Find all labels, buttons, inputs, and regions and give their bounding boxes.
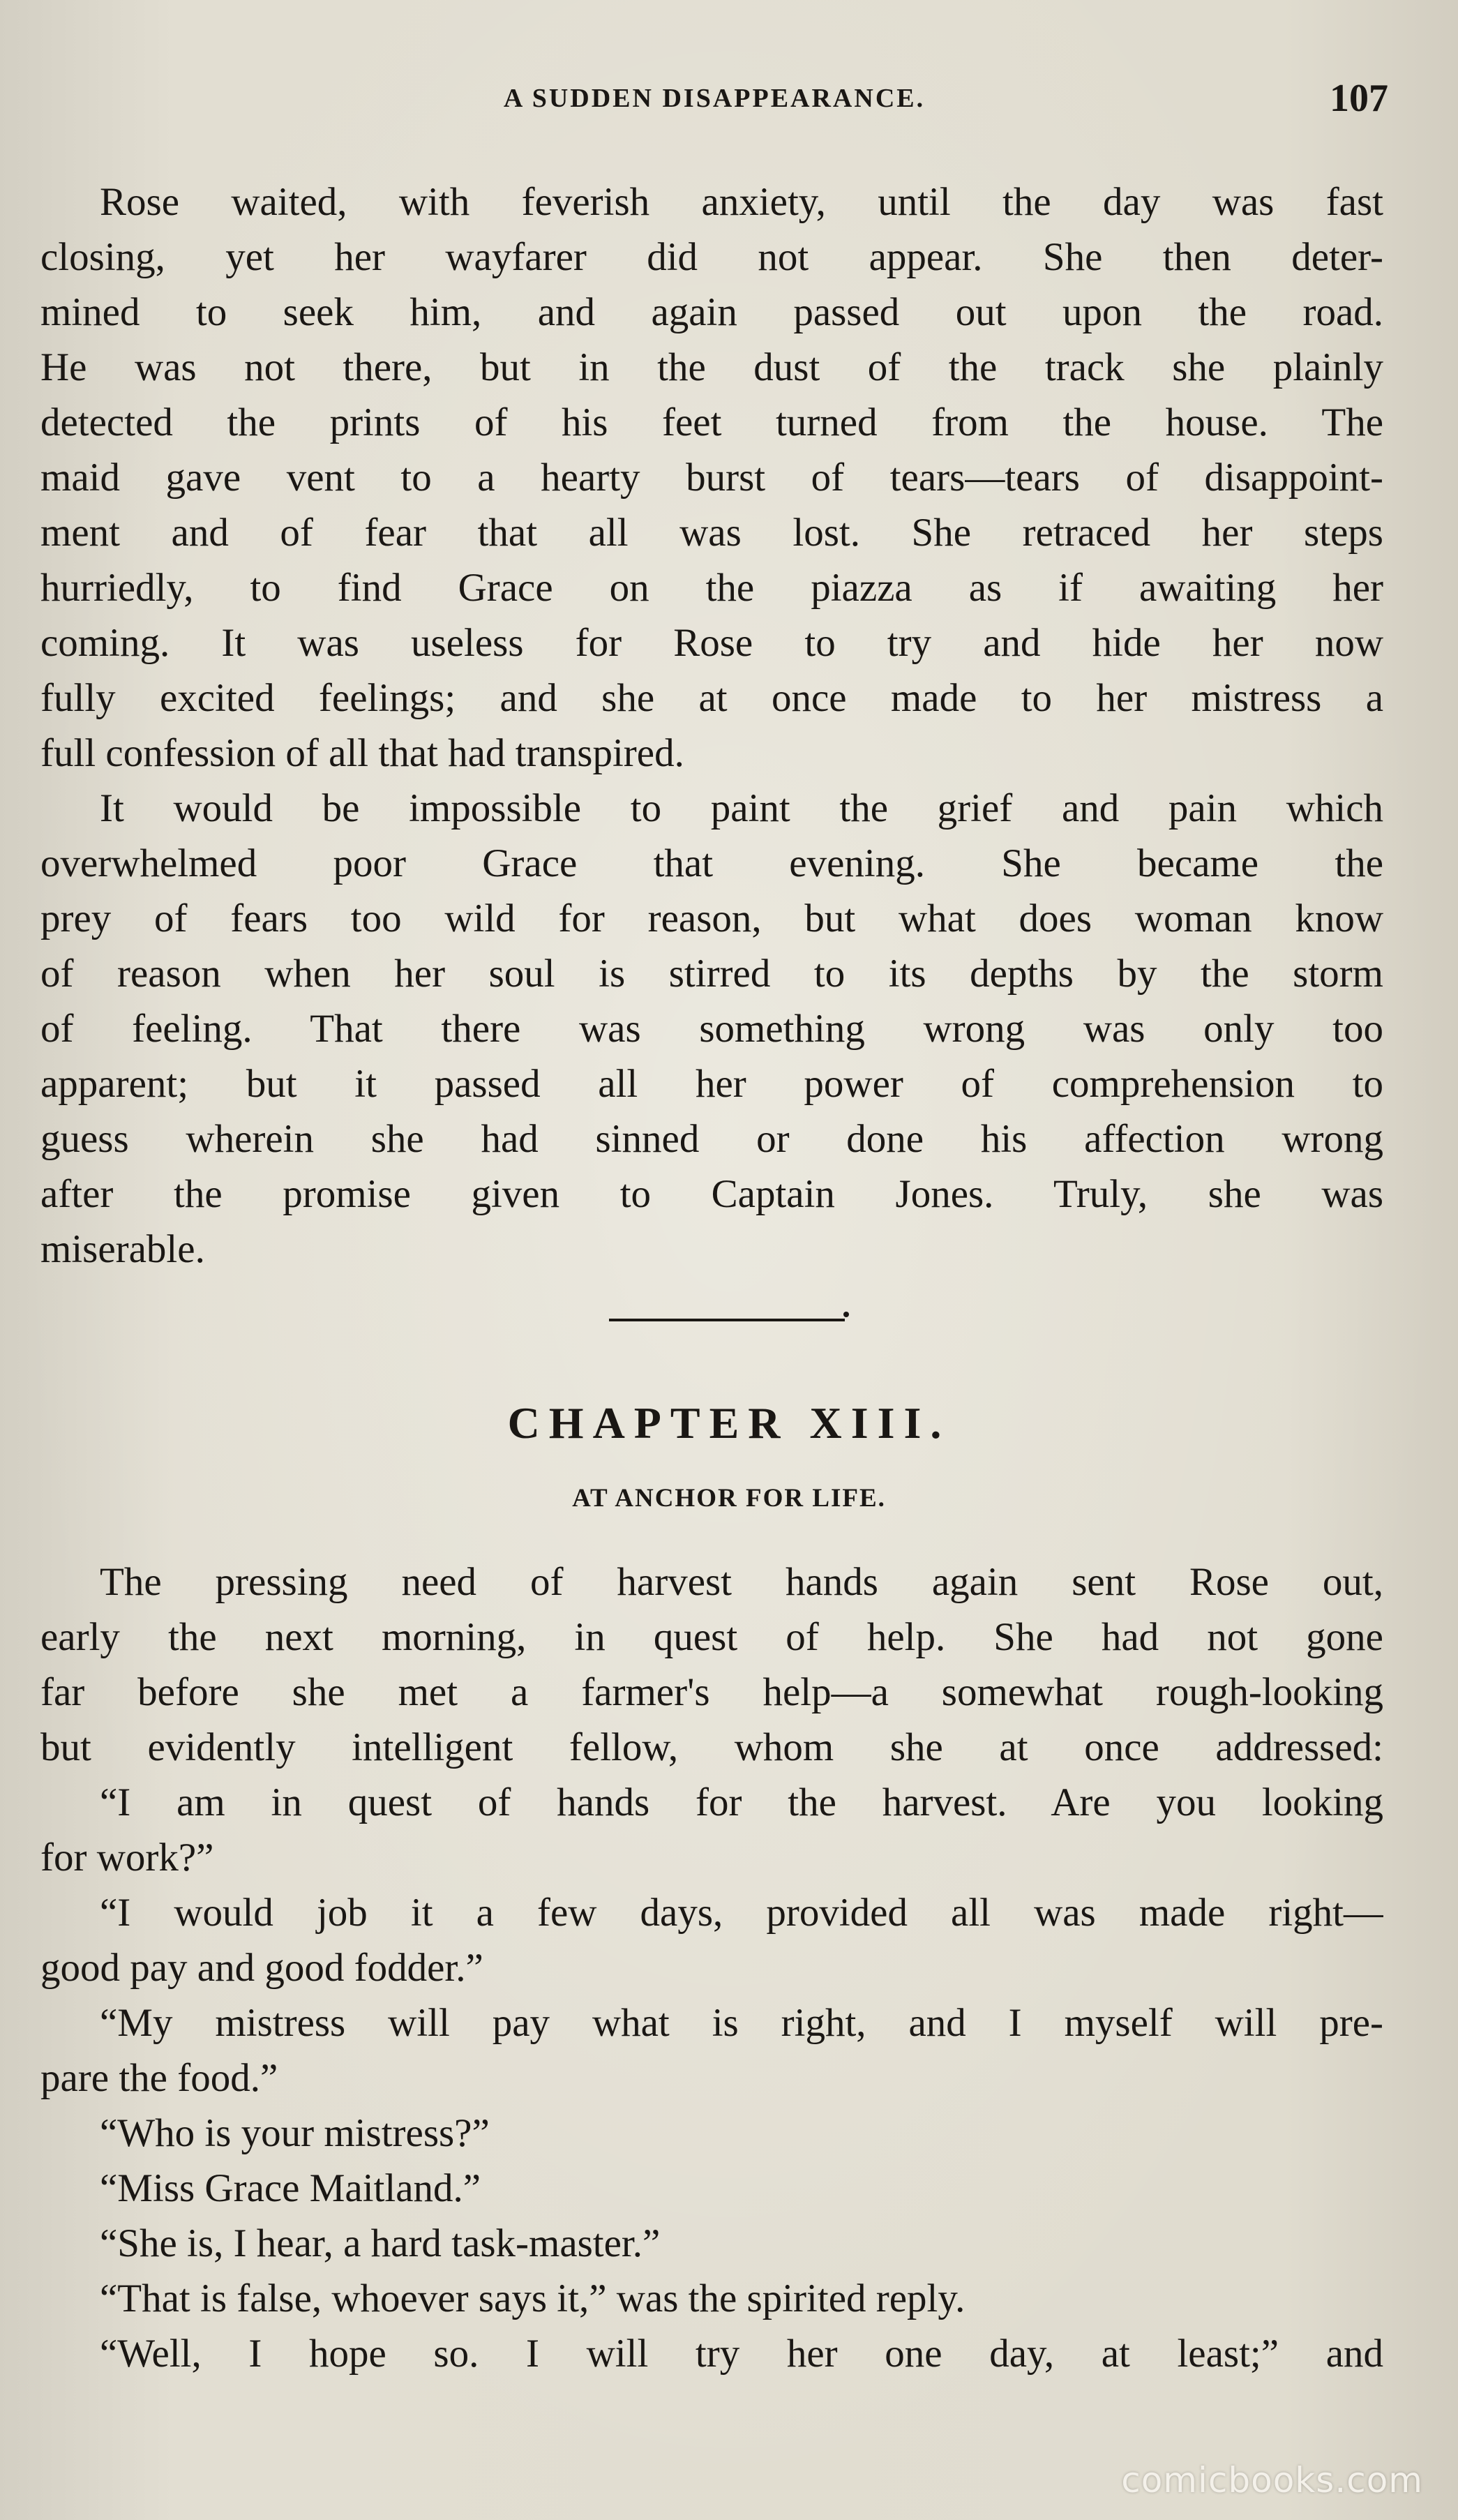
text-line: The pressing need of harvest hands again sent Rose out, (100, 1560, 1383, 1604)
text-line: full confession of all that had transpired. (40, 731, 684, 775)
text-line: hurriedly, to find Grace on the piazza as if awaiting her (40, 566, 1383, 610)
text-line: apparent; but it passed all her power of comprehension to (40, 1062, 1383, 1106)
text-line: after the promise given to Captain Jones. Truly, she was (40, 1172, 1383, 1216)
text-line: Rose waited, with feverish anxiety, until the day was fast (100, 180, 1383, 224)
text-line: of feeling. That there was something wrong was only too (40, 1007, 1383, 1051)
text-line: of reason when her soul is stirred to its depths by the storm (40, 952, 1383, 996)
text-line: “Well, I hope so. I will try her one day, at least;” and (100, 2332, 1383, 2376)
text-line: detected the prints of his feet turned from the house. The (40, 400, 1383, 444)
text-line: It would be impossible to paint the grief and pain which (100, 786, 1383, 830)
text-line: closing, yet her wayfarer did not appear. She then deter- (40, 235, 1383, 279)
text-line: miserable. (40, 1227, 205, 1271)
chapter-title: CHAPTER XIII. (507, 1398, 951, 1448)
text-line: good pay and good fodder.” (40, 1946, 483, 1990)
text-line: “That is false, whoever says it,” was the spirited reply. (100, 2277, 965, 2320)
text-line: He was not there, but in the dust of the track she plainly (40, 345, 1383, 389)
text-line: “I would job it a few days, provided all was made right— (100, 1891, 1383, 1935)
running-head: A SUDDEN DISAPPEARANCE. (503, 84, 926, 113)
text-line: “Miss Grace Maitland.” (100, 2166, 481, 2210)
section-divider (609, 1319, 845, 1321)
text-line: guess wherein she had sinned or done his affection wrong (40, 1117, 1383, 1161)
text-line: coming. It was useless for Rose to try and hide her now (40, 621, 1383, 665)
text-line: pare the food.” (40, 2056, 278, 2100)
text-line: “My mistress will pay what is right, and I myself will pre- (100, 2001, 1383, 2045)
text-line: overwhelmed poor Grace that evening. She became the (40, 841, 1383, 885)
text-line: “I am in quest of hands for the harvest. Are you looking (100, 1780, 1383, 1824)
body-text-top (40, 174, 1383, 1277)
page-header (40, 67, 1388, 130)
text-line: early the next morning, in quest of help. She had not gone (40, 1615, 1383, 1659)
text-line: mined to seek him, and again passed out upon the road. (40, 290, 1383, 334)
chapter-subtitle: AT ANCHOR FOR LIFE. (572, 1484, 886, 1513)
text-line: for work?” (40, 1836, 214, 1880)
page-number: 107 (1330, 77, 1388, 120)
watermark: comicbooks.com (1121, 2460, 1423, 2500)
text-line: ment and of fear that all was lost. She retraced her steps (40, 511, 1383, 555)
body-text-bottom (40, 1554, 1383, 2381)
text-line: far before she met a farmer's help—a somewhat rough-looking (40, 1670, 1383, 1714)
section-divider-dot (843, 1312, 849, 1317)
text-line: maid gave vent to a hearty burst of tears—tears of disappoint- (40, 456, 1383, 500)
text-line: “She is, I hear, a hard task-master.” (100, 2221, 661, 2265)
text-line: but evidently intelligent fellow, whom she at once addressed: (40, 1725, 1383, 1769)
text-line: “Who is your mistress?” (100, 2111, 490, 2155)
text-line: prey of fears too wild for reason, but what does woman know (40, 897, 1383, 940)
text-line: fully excited feelings; and she at once made to her mistress a (40, 676, 1383, 720)
